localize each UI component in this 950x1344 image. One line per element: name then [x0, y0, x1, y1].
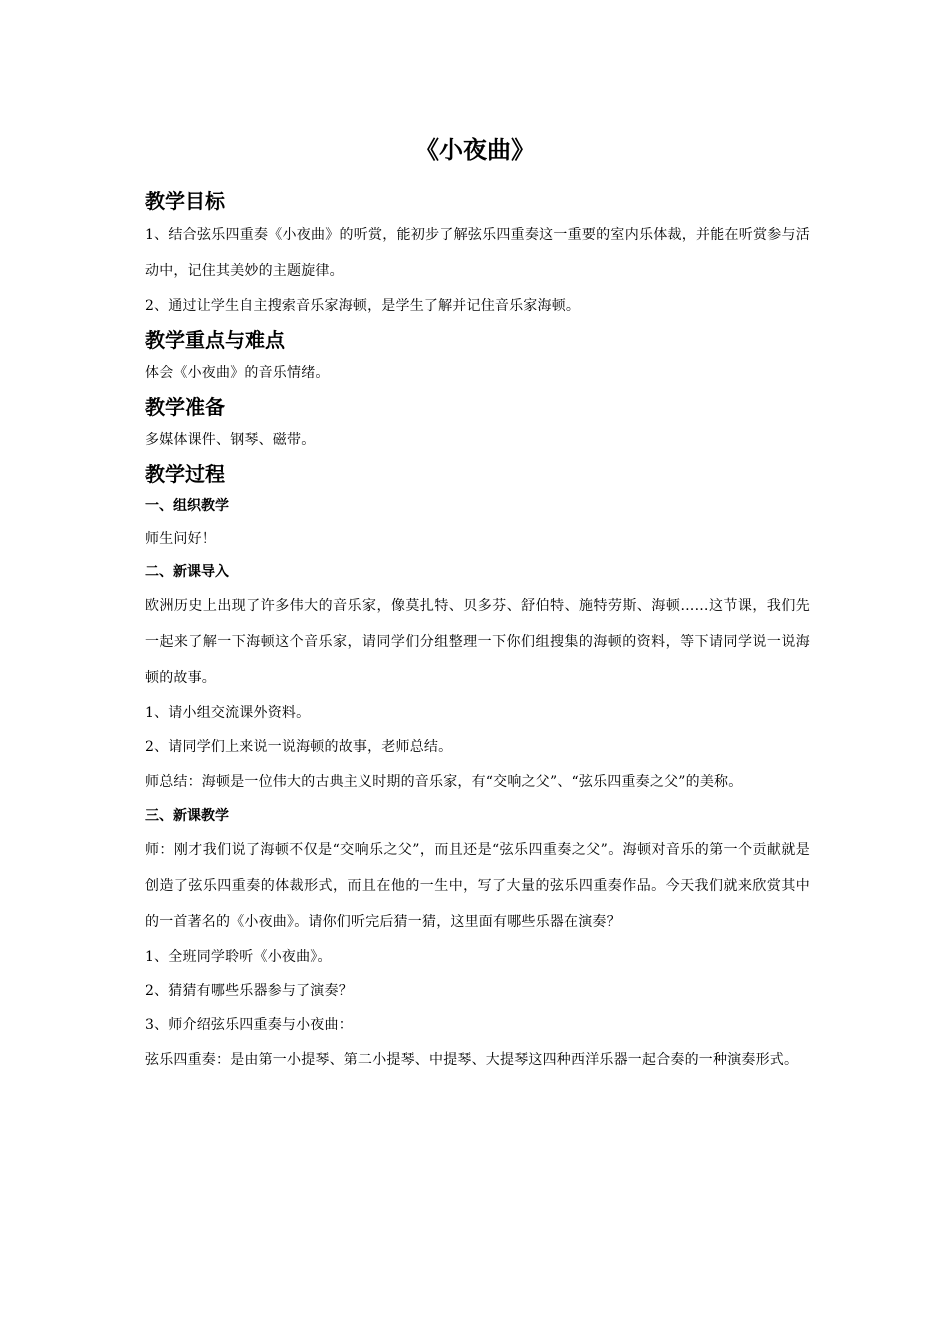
intro-paragraph-3: 2、请同学们上来说一说海顿的故事，老师总结。	[145, 739, 453, 755]
page-title: 《小夜曲》	[415, 136, 535, 164]
lesson-paragraph-2: 1、全班同学聆听《小夜曲》。	[145, 949, 332, 965]
subheading-introduction: 二、新课导入	[145, 564, 229, 580]
document-body	[145, 184, 810, 1078]
heading-teaching-process: 教学过程	[145, 462, 225, 486]
intro-paragraph-1: 欧洲历史上出现了许多伟大的音乐家，像莫扎特、贝多芬、舒伯特、施特劳斯、海顿……这节课，我们先一起来了解一下海顿这个音乐家，请同学们分组整理一下你们组搜集的海顿的资料，等下请同学说一说海顿的故事。	[145, 598, 810, 686]
intro-paragraph-4: 师总结：海顿是一位伟大的古典主义时期的音乐家，有“交响之父”、“弦乐四重奏之父”的美称。	[145, 774, 743, 790]
heading-key-points: 教学重点与难点	[145, 328, 285, 352]
heading-preparation: 教学准备	[145, 395, 225, 419]
subheading-new-lesson: 三、新课教学	[145, 808, 229, 824]
prep-paragraph: 多媒体课件、钢琴、磁带。	[145, 432, 316, 448]
subheading-organize: 一、组织教学	[145, 498, 229, 514]
lesson-paragraph-5: 弦乐四重奏：是由第一小提琴、第二小提琴、中提琴、大提琴这四种西洋乐器一起合奏的一种演奏形式。	[145, 1052, 799, 1068]
lesson-paragraph-4: 3、师介绍弦乐四重奏与小夜曲：	[145, 1017, 353, 1033]
heading-teaching-goals: 教学目标	[145, 189, 225, 213]
goals-paragraph-2: 2、通过让学生自主搜索音乐家海顿，是学生了解并记住音乐家海顿。	[145, 298, 581, 314]
intro-paragraph-2: 1、请小组交流课外资料。	[145, 705, 311, 721]
organize-paragraph: 师生问好！	[145, 531, 216, 547]
lesson-paragraph-3: 2、猜猜有哪些乐器参与了演奏？	[145, 983, 353, 999]
key-paragraph: 体会《小夜曲》的音乐情绪。	[145, 365, 330, 381]
goals-paragraph-1: 1、结合弦乐四重奏《小夜曲》的听赏，能初步了解弦乐四重奏这一重要的室内乐体裁，并能在听赏参与活动中，记住其美妙的主题旋律。	[145, 227, 810, 279]
lesson-paragraph-1: 师：刚才我们说了海顿不仅是“交响乐之父”，而且还是“弦乐四重奏之父”。海顿对音乐的第一个贡献就是创造了弦乐四重奏的体裁形式，而且在他的一生中，写了大量的弦乐四重奏作品。今天我们就来欣赏其中的一首著名的《小夜曲》。请你们听完后猜一猜，这里面有哪些乐器在演奏？	[145, 842, 810, 930]
